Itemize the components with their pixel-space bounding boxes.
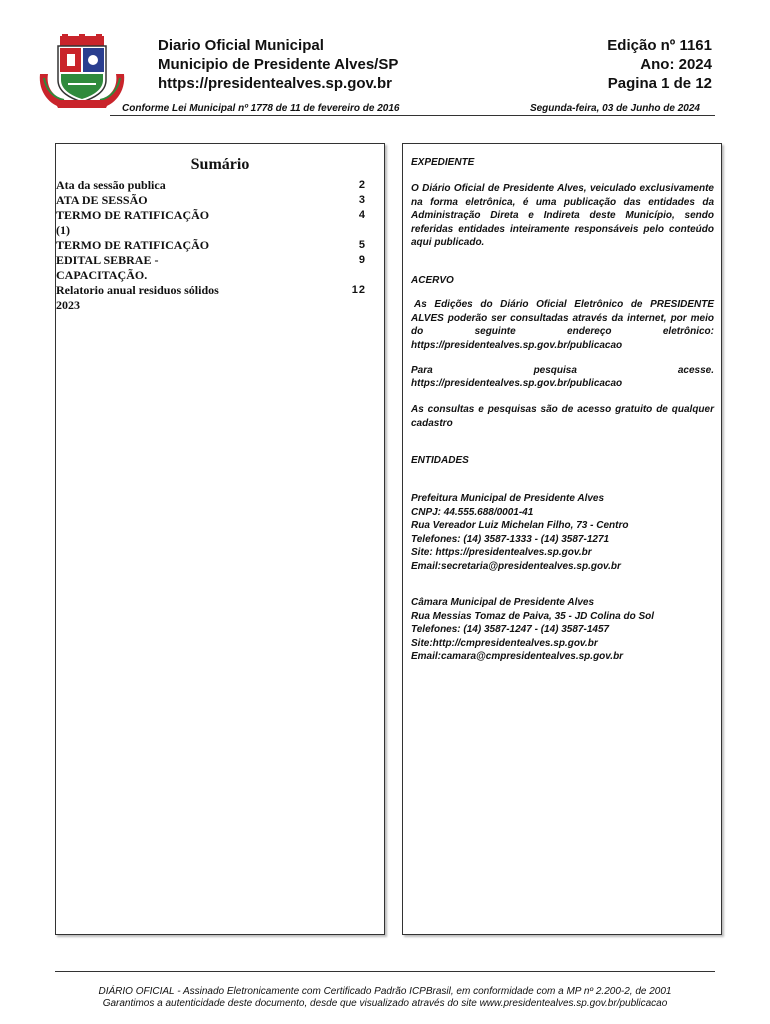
summary-item-title-cont: 2023: [56, 298, 80, 312]
prefeitura-block: [411, 492, 714, 573]
summary-item-page: 5: [358, 239, 366, 251]
summary-panel: [55, 143, 385, 935]
camara-phones: Telefones: (14) 3587-1247 - (14) 3587-1457: [411, 624, 610, 635]
header-divider: [110, 115, 715, 116]
summary-item[interactable]: [56, 283, 384, 313]
entidades-heading: ENTIDADES: [411, 455, 469, 466]
pesquisa-url-link[interactable]: https://presidentealves.sp.gov.br/publicacao: [411, 378, 623, 389]
summary-item-page: 3: [358, 194, 366, 206]
summary-item-title-cont: (1): [56, 223, 70, 237]
pesquisa-word: acesse.: [677, 365, 714, 376]
publication-date: Segunda-feira, 03 de Junho de 2024: [529, 103, 700, 114]
summary-item-title: TERMO DE RATIFICAÇÃO: [56, 208, 210, 222]
summary-item-title: EDITAL SEBRAE -: [56, 253, 159, 267]
acervo-text: As Edições do Diário Oficial Eletrônico de PRESIDENTE ALVES poderão ser consultadas através da internet, por meio do seguinte endereço eletrônico: https://presidentealves.sp.gov.br/publicacao: [411, 299, 714, 351]
summary-list: [56, 178, 384, 313]
prefeitura-email-link[interactable]: Email:secretaria@presidentealves.sp.gov.br: [411, 560, 621, 572]
page-indicator: Pagina 1 de 12: [607, 75, 712, 92]
camara-address: Rua Messias Tomaz de Paiva, 35 - JD Colina do Sol: [411, 610, 655, 622]
summary-title: Sumário: [190, 156, 250, 173]
summary-item-title: ATA DE SESSÃO: [56, 193, 148, 207]
summary-item-page: 9: [358, 254, 366, 266]
summary-item-page: 4: [358, 209, 366, 221]
expediente-text: O Diário Oficial de Presidente Alves, veiculado exclusivamente na forma eletrônica, é uma publicação das entidades da Administração Direta e Indireta deste Município, sendo referidas entidades inteiramente responsáveis pelo conteúdo aqui publicado.: [411, 183, 714, 248]
edition-number: Edição nº 1161: [607, 37, 712, 54]
summary-item[interactable]: [56, 193, 384, 208]
pesquisa-line: [411, 364, 714, 378]
law-reference: Conforme Lei Municipal nº 1778 de 11 de fevereiro de 2016: [122, 103, 400, 114]
summary-item-title-cont: CAPACITAÇÃO.: [56, 268, 148, 282]
summary-item-title: Ata da sessão publica: [56, 178, 166, 192]
municipality-name: Municipio de Presidente Alves/SP: [158, 56, 399, 73]
footer-signature-note: DIÁRIO OFICIAL - Assinado Eletronicamente com Certificado Padrão ICPBrasil, em conformidade com a MP nº 2.200-2, de 2001: [98, 986, 672, 997]
expediente-panel: [402, 143, 722, 935]
expediente-heading: EXPEDIENTE: [411, 157, 475, 168]
camara-site-link[interactable]: Site:http://cmpresidentealves.sp.gov.br: [411, 637, 598, 649]
summary-item-page: 12: [351, 284, 366, 296]
summary-item-page: 2: [358, 179, 366, 191]
camara-email-link[interactable]: Email:camara@cmpresidentealves.sp.gov.br: [411, 651, 624, 662]
prefeitura-phones: Telefones: (14) 3587-1333 - (14) 3587-1271: [411, 533, 610, 545]
summary-item-title: TERMO DE RATIFICAÇÃO: [56, 238, 210, 252]
footer-authenticity-note: Garantimos a autenticidade deste documento, desde que visualizado através do site www.presidentealves.sp.gov.br/publicacao: [102, 998, 668, 1009]
edition-year: Ano: 2024: [640, 56, 712, 73]
prefeitura-name: Prefeitura Municipal de Presidente Alves: [411, 493, 605, 504]
footer-divider: [55, 971, 715, 972]
prefeitura-site-link[interactable]: Site: https://presidentealves.sp.gov.br: [411, 547, 592, 558]
header-left: [158, 36, 398, 93]
municipal-crest-logo: [34, 34, 130, 110]
camara-name: Câmara Municipal de Presidente Alves: [411, 597, 595, 608]
consultas-text: As consultas e pesquisas são de acesso gratuito de qualquer cadastro: [411, 404, 714, 429]
gazette-title: Diario Oficial Municipal: [158, 37, 324, 54]
summary-item[interactable]: [56, 178, 384, 193]
prefeitura-cnpj: CNPJ: 44.555.688/0001-41: [411, 506, 534, 518]
camara-block: [411, 596, 714, 664]
header-right: [607, 36, 712, 93]
pesquisa-word: pesquisa: [533, 365, 577, 376]
prefeitura-address: Rua Vereador Luiz Michelan Filho, 73 - Centro: [411, 520, 629, 531]
pesquisa-word: Para: [411, 365, 433, 376]
summary-item[interactable]: [56, 253, 384, 283]
website-link[interactable]: https://presidentealves.sp.gov.br: [158, 75, 392, 92]
summary-item[interactable]: [56, 208, 384, 238]
summary-item[interactable]: [56, 238, 384, 253]
summary-item-title: Relatorio anual residuos sólidos: [56, 283, 219, 297]
acervo-heading: ACERVO: [411, 275, 454, 286]
